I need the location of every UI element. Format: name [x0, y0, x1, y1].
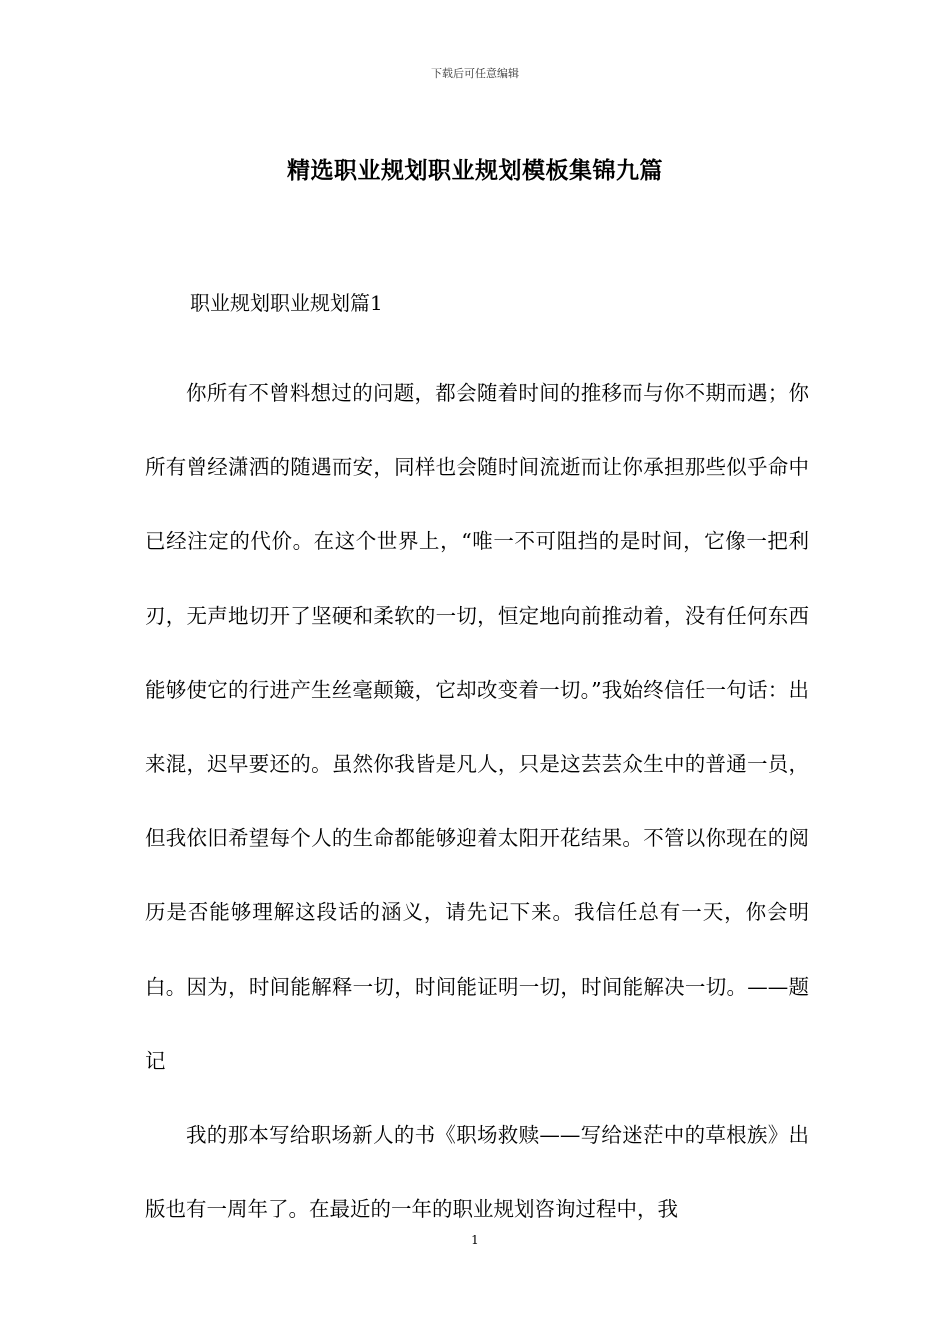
document-body: [145, 356, 809, 1246]
document-title: 精选职业规划职业规划模板集锦九篇: [287, 157, 663, 184]
paragraph: 你所有不曾料想过的问题，都会随着时间的推移而与你不期而遇；你所有曾经潇洒的随遇而安，同样也会随时间流逝而让你承担那些似乎命中已经注定的代价。在这个世界上，“唯一不可阻挡的是时间，它像一把利刃，无声地切开了坚硬和柔软的一切，恒定地向前推动着，没有任何东西能够使它的行进产生丝毫颠簸，它却改变着一切。”我始终信任一句话：出来混，迟早要还的。虽然你我皆是凡人，只是这芸芸众生中的普通一员，但我依旧希望每个人的生命都能够迎着太阳开花结果。不管以你现在的阅历是否能够理解这段话的涵义，请先记下来。我信任总有一天，你会明白。因为，时间能解释一切，时间能证明一切，时间能解决一切。——题记: [145, 381, 809, 1073]
page-number: 1: [471, 1233, 479, 1247]
section-heading: 职业规划职业规划篇1: [190, 291, 383, 315]
header-note: 下载后可任意编辑: [431, 67, 519, 80]
paragraph: 我的那本写给职场新人的书《职场救赎——写给迷茫中的草根族》出版也有一周年了。在最近的一年的职业规划咨询过程中，我: [145, 1123, 809, 1222]
